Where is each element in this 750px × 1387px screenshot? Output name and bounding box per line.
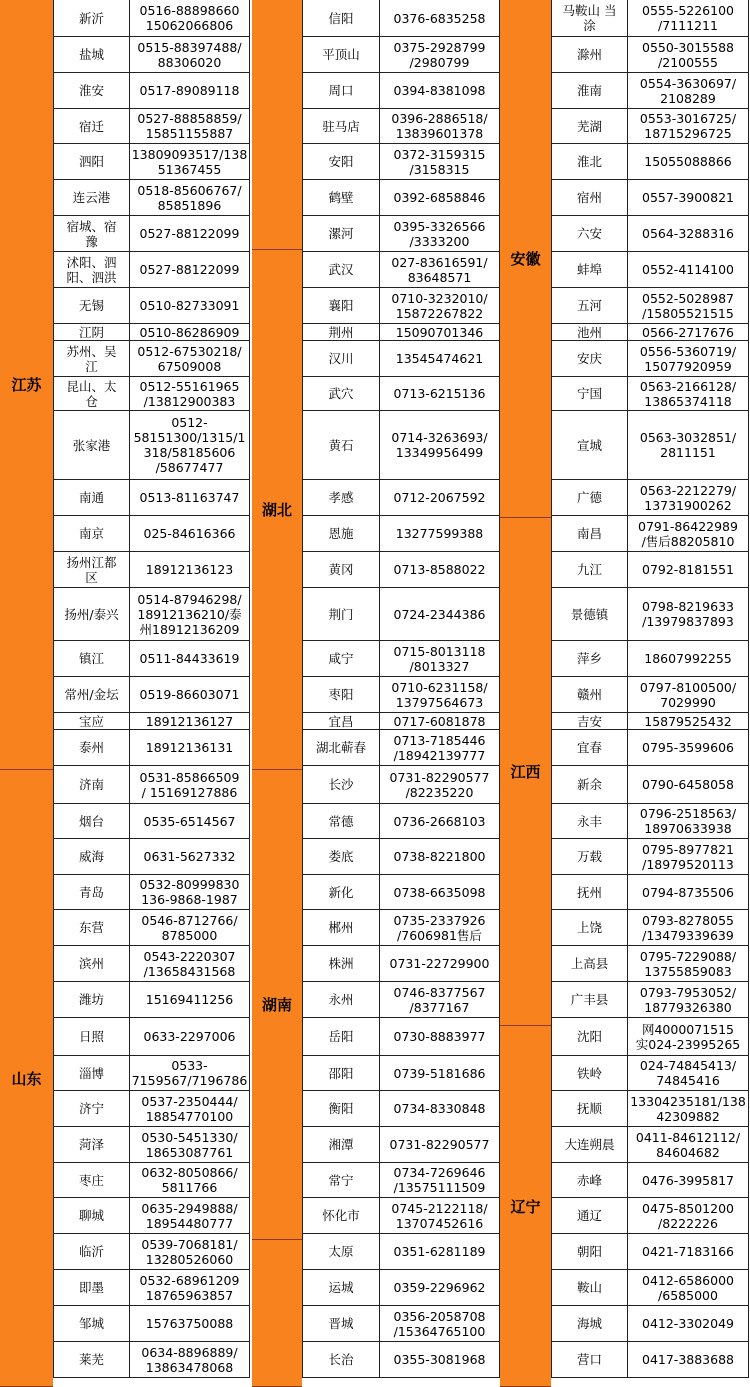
phone-cell: 0532-80999830 136-9868-1987 (130, 875, 250, 910)
city-cell: 赤峰 (551, 1163, 628, 1198)
city-cell: 恩施 (302, 516, 380, 552)
phone-cell: 0739-5181686 (380, 1056, 500, 1091)
city-cell: 邹城 (53, 1306, 130, 1342)
phone-cell: 0355-3081968 (380, 1342, 500, 1378)
city-cell: 枣阳 (302, 677, 380, 713)
city-cell: 沭阳、泗 阳、泗洪 (53, 252, 130, 288)
city-cell: 广德 (551, 480, 628, 516)
phone-cell: 0715-8013118 /8013327 (380, 641, 500, 677)
city-cell: 运城 (302, 1270, 380, 1306)
city-cell: 宿州 (551, 180, 628, 216)
phone-cell: 0731-82290577 (380, 1127, 500, 1163)
phone-cell: 0731-82290577 /82235220 (380, 766, 500, 804)
city-cell: 新沂 (53, 0, 130, 37)
phone-cell: 0563-3032851/ 2811151 (628, 411, 749, 480)
city-cell: 赣州 (551, 677, 628, 713)
phone-cell: 0555-5226100 /7111211 (628, 0, 749, 37)
city-cell: 咸宁 (302, 641, 380, 677)
phone-cell: 0734-7269646 /13575111509 (380, 1163, 500, 1198)
phone-cell: 0632-8050866/ 5811766 (130, 1163, 250, 1198)
city-cell: 黄石 (302, 411, 380, 480)
phone-cell: 18912136127 (130, 713, 250, 730)
phone-cell: 0738-8221800 (380, 839, 500, 875)
city-cell: 南京 (53, 516, 130, 552)
phone-cell: 024-74845413/ 74845416 (628, 1056, 749, 1091)
city-cell: 宜春 (551, 730, 628, 766)
province-label: 江苏 (0, 0, 53, 770)
city-cell: 昆山、太 仓 (53, 377, 130, 411)
province-label: 湖南 (252, 770, 302, 1240)
phone-cell: 0717-6081878 (380, 713, 500, 730)
city-cell: 永州 (302, 982, 380, 1018)
city-cell: 宿迁 (53, 109, 130, 144)
province-label (252, 1240, 302, 1387)
city-cell: 荆门 (302, 588, 380, 641)
phone-cell: 0710-6231158/ 13797564673 (380, 677, 500, 713)
city-cell: 济宁 (53, 1091, 130, 1127)
phone-cell: 0795-7229088/ 13755859083 (628, 946, 749, 982)
phone-cell: 18607992255 (628, 641, 749, 677)
city-cell: 六安 (551, 216, 628, 252)
province-label: 安徽 (500, 0, 551, 518)
phone-cell: 0532-68961209 18765963857 (130, 1270, 250, 1306)
phone-cell: 13545474621 (380, 341, 500, 377)
city-cell: 淄博 (53, 1056, 130, 1091)
city-cell: 常州/金坛 (53, 677, 130, 713)
city-cell: 常德 (302, 804, 380, 839)
phone-cell: 0537-2350444/ 18854770100 (130, 1091, 250, 1127)
city-cell: 滁州 (551, 37, 628, 73)
city-cell: 青岛 (53, 875, 130, 910)
city-cell: 广丰县 (551, 982, 628, 1018)
city-cell: 怀化市 (302, 1198, 380, 1234)
phone-cell: 0553-3016725/ 18715296725 (628, 109, 749, 144)
city-cell: 大连朔晨 (551, 1127, 628, 1163)
city-cell: 泰州 (53, 730, 130, 766)
city-cell: 潍坊 (53, 982, 130, 1018)
city-cell: 驻马店 (302, 109, 380, 144)
city-cell: 扬州/泰兴 (53, 588, 130, 641)
phone-cell: 18912136123 (130, 552, 250, 588)
province-label (252, 0, 302, 250)
city-cell: 宁国 (551, 377, 628, 411)
phone-cell: 0713-8588022 (380, 552, 500, 588)
phone-cell: 0514-87946298/ 18912136210/泰 州18912136209 (130, 588, 250, 641)
phone-cell: 0735-2337926 /7606981售后 (380, 910, 500, 946)
phone-cell: 0535-6514567 (130, 804, 250, 839)
city-cell: 芜湖 (551, 109, 628, 144)
phone-cell: 0563-2166128/ 13865374118 (628, 377, 749, 411)
city-cell: 湖北蕲春 (302, 730, 380, 766)
city-cell: 东营 (53, 910, 130, 946)
phone-cell: 027-83616591/ 83648571 (380, 252, 500, 288)
phone-cell: 0372-3159315 /3158315 (380, 144, 500, 180)
phone-cell: 0412-6586000 /6585000 (628, 1270, 749, 1306)
phone-cell: 0713-7185446 /18942139777 (380, 730, 500, 766)
phone-cell: 0543-2220307 /13658431568 (130, 946, 250, 982)
city-cell: 岳阳 (302, 1018, 380, 1056)
city-cell: 宣城 (551, 411, 628, 480)
city-cell: 莱芜 (53, 1342, 130, 1378)
phone-cell: 0796-2518563/ 18970633938 (628, 804, 749, 839)
phone-cell: 0634-8896889/ 13863478068 (130, 1342, 250, 1378)
phone-cell: 0714-3263693/ 13349956499 (380, 411, 500, 480)
city-cell: 太原 (302, 1234, 380, 1270)
city-cell: 枣庄 (53, 1163, 130, 1198)
phone-cell: 0395-3326566 /3333200 (380, 216, 500, 252)
phone-cell: 0736-2668103 (380, 804, 500, 839)
city-cell: 江阴 (53, 324, 130, 341)
city-cell: 邵阳 (302, 1056, 380, 1091)
city-cell: 南通 (53, 480, 130, 516)
city-cell: 吉安 (551, 713, 628, 730)
city-cell: 抚顺 (551, 1091, 628, 1127)
phone-cell: 0795-8977821 /18979520113 (628, 839, 749, 875)
phone-cell: 0557-3900821 (628, 180, 749, 216)
city-cell: 湘潭 (302, 1127, 380, 1163)
city-cell: 抚州 (551, 875, 628, 910)
phone-cell: 0527-88122099 (130, 216, 250, 252)
phone-cell: 0552-5028987 /15805521515 (628, 288, 749, 324)
phone-cell: 0351-6281189 (380, 1234, 500, 1270)
phone-cell: 0631-5627332 (130, 839, 250, 875)
city-cell: 安阳 (302, 144, 380, 180)
phone-cell: 0563-2212279/ 13731900262 (628, 480, 749, 516)
phone-cell: 0527-88122099 (130, 252, 250, 288)
city-cell: 常宁 (302, 1163, 380, 1198)
phone-cell: 0515-88397488/ 88306020 (130, 37, 250, 73)
city-cell: 宝应 (53, 713, 130, 730)
phone-cell: 0552-4114100 (628, 252, 749, 288)
city-cell: 新余 (551, 766, 628, 804)
phone-cell: 15055088866 (628, 144, 749, 180)
city-cell: 滨州 (53, 946, 130, 982)
phone-cell: 0375-2928799 /2980799 (380, 37, 500, 73)
phone-cell: 0376-6835258 (380, 0, 500, 37)
city-cell: 泗阳 (53, 144, 130, 180)
city-cell: 扬州江都 区 (53, 552, 130, 588)
phone-cell: 0539-7068181/ 13280526060 (130, 1234, 250, 1270)
phone-cell: 0475-8501200 /8222226 (628, 1198, 749, 1234)
phone-cell: 0713-6215136 (380, 377, 500, 411)
phone-cell: 15090701346 (380, 324, 500, 341)
city-cell: 娄底 (302, 839, 380, 875)
phone-cell: 0712-2067592 (380, 480, 500, 516)
city-cell: 营口 (551, 1342, 628, 1378)
phone-cell: 0513-81163747 (130, 480, 250, 516)
phone-cell: 0511-84433619 (130, 641, 250, 677)
city-cell: 萍乡 (551, 641, 628, 677)
city-cell: 周口 (302, 73, 380, 109)
phone-cell: 0512- 58151300/1315/1 318/58185606 /58677477 (130, 411, 250, 480)
city-cell: 济南 (53, 766, 130, 804)
phone-cell: 0791-86422989 /售后88205810 (628, 516, 749, 552)
city-cell: 朝阳 (551, 1234, 628, 1270)
city-cell: 鞍山 (551, 1270, 628, 1306)
phone-cell: 0724-2344386 (380, 588, 500, 641)
phone-cell: 0556-5360719/ 15077920959 (628, 341, 749, 377)
phone-cell: 0795-3599606 (628, 730, 749, 766)
city-cell: 盐城 (53, 37, 130, 73)
city-cell: 晋城 (302, 1306, 380, 1342)
city-cell: 万载 (551, 839, 628, 875)
city-cell: 铁岭 (551, 1056, 628, 1091)
city-cell: 长治 (302, 1342, 380, 1378)
phone-cell: 0392-6858846 (380, 180, 500, 216)
city-cell: 淮北 (551, 144, 628, 180)
phone-cell: 0746-8377567 /8377167 (380, 982, 500, 1018)
city-cell: 蚌埠 (551, 252, 628, 288)
phone-cell: 0531-85866509 / 15169127886 (130, 766, 250, 804)
phone-cell: 0790-6458058 (628, 766, 749, 804)
city-cell: 即墨 (53, 1270, 130, 1306)
city-cell: 菏泽 (53, 1127, 130, 1163)
province-label: 湖北 (252, 250, 302, 770)
phone-cell: 13277599388 (380, 516, 500, 552)
phone-cell: 0730-8883977 (380, 1018, 500, 1056)
phone-cell: 0546-8712766/ 8785000 (130, 910, 250, 946)
city-cell: 威海 (53, 839, 130, 875)
phone-cell: 0792-8181551 (628, 552, 749, 588)
phone-cell: 0738-6635098 (380, 875, 500, 910)
city-cell: 永丰 (551, 804, 628, 839)
phone-cell: 0510-82733091 (130, 288, 250, 324)
phone-cell: 0633-2297006 (130, 1018, 250, 1056)
city-cell: 苏州、吴 江 (53, 341, 130, 377)
city-cell: 无锡 (53, 288, 130, 324)
phone-cell: 0734-8330848 (380, 1091, 500, 1127)
phone-cell: 0476-3995817 (628, 1163, 749, 1198)
city-cell: 沈阳 (551, 1018, 628, 1056)
city-cell: 淮南 (551, 73, 628, 109)
city-cell: 武汉 (302, 252, 380, 288)
city-cell: 海城 (551, 1306, 628, 1342)
phone-cell: 0564-3288316 (628, 216, 749, 252)
phone-cell: 0512-55161965 /13812900383 (130, 377, 250, 411)
phone-cell: 0793-7953052/ 18779326380 (628, 982, 749, 1018)
phone-cell: 0530-5451330/ 18653087761 (130, 1127, 250, 1163)
city-cell: 淮安 (53, 73, 130, 109)
city-cell: 日照 (53, 1018, 130, 1056)
city-cell: 临沂 (53, 1234, 130, 1270)
phone-cell: 0635-2949888/ 18954480777 (130, 1198, 250, 1234)
phone-cell: 0745-2122118/ 13707452616 (380, 1198, 500, 1234)
city-cell: 黄冈 (302, 552, 380, 588)
phone-cell: 0417-3883688 (628, 1342, 749, 1378)
phone-cell: 025-84616366 (130, 516, 250, 552)
phone-cell: 0512-67530218/ 67509008 (130, 341, 250, 377)
province-label: 辽宁 (500, 1026, 551, 1387)
city-cell: 五河 (551, 288, 628, 324)
city-cell: 上饶 (551, 910, 628, 946)
phone-cell: 0421-7183166 (628, 1234, 749, 1270)
city-cell: 连云港 (53, 180, 130, 216)
city-cell: 通辽 (551, 1198, 628, 1234)
city-cell: 荆州 (302, 324, 380, 341)
city-cell: 汉川 (302, 341, 380, 377)
city-cell: 长沙 (302, 766, 380, 804)
phone-cell: 15879525432 (628, 713, 749, 730)
phone-cell: 0533- 7159567/7196786 (130, 1056, 250, 1091)
city-cell: 马鞍山 当 涂 (551, 0, 628, 37)
phone-cell: 13304235181/138 42309882 (628, 1091, 749, 1127)
phone-cell: 15763750088 (130, 1306, 250, 1342)
city-cell: 信阳 (302, 0, 380, 37)
city-cell: 安庆 (551, 341, 628, 377)
phone-cell: 0710-3232010/ 15872267822 (380, 288, 500, 324)
city-cell: 镇江 (53, 641, 130, 677)
city-cell: 鹤壁 (302, 180, 380, 216)
phone-cell: 0794-8735506 (628, 875, 749, 910)
city-cell: 聊城 (53, 1198, 130, 1234)
city-cell: 平顶山 (302, 37, 380, 73)
phone-cell: 0554-3630697/ 2108289 (628, 73, 749, 109)
city-cell: 池州 (551, 324, 628, 341)
phone-cell: 0731-22729900 (380, 946, 500, 982)
phone-cell: 0793-8278055 /13479339639 (628, 910, 749, 946)
province-label: 山东 (0, 770, 53, 1387)
phone-cell: 网4000071515 实024-23995265 (628, 1018, 749, 1056)
phone-cell: 0517-89089118 (130, 73, 250, 109)
city-cell: 上高县 (551, 946, 628, 982)
city-cell: 漯河 (302, 216, 380, 252)
phone-cell: 0527-88858859/ 15851155887 (130, 109, 250, 144)
phone-cell: 0566-2717676 (628, 324, 749, 341)
phone-cell: 0411-84612112/ 84604682 (628, 1127, 749, 1163)
city-cell: 郴州 (302, 910, 380, 946)
phone-cell: 13809093517/138 51367455 (130, 144, 250, 180)
phone-cell: 18912136131 (130, 730, 250, 766)
city-cell: 宿城、宿 豫 (53, 216, 130, 252)
city-cell: 景德镇 (551, 588, 628, 641)
phone-cell: 0356-2058708 /15364765100 (380, 1306, 500, 1342)
phone-cell: 0519-86603071 (130, 677, 250, 713)
phone-cell: 15169411256 (130, 982, 250, 1018)
phone-cell: 0550-3015588 /2100555 (628, 37, 749, 73)
city-cell: 张家港 (53, 411, 130, 480)
city-cell: 株洲 (302, 946, 380, 982)
phone-cell: 0396-2886518/ 13839601378 (380, 109, 500, 144)
phone-cell: 0518-85606767/ 85851896 (130, 180, 250, 216)
phone-cell: 0394-8381098 (380, 73, 500, 109)
city-cell: 九江 (551, 552, 628, 588)
city-cell: 孝感 (302, 480, 380, 516)
phone-cell: 0412-3302049 (628, 1306, 749, 1342)
city-cell: 襄阳 (302, 288, 380, 324)
city-cell: 南昌 (551, 516, 628, 552)
phone-cell: 0798-8219633 /13979837893 (628, 588, 749, 641)
province-label: 江西 (500, 518, 551, 1026)
phone-cell: 0797-8100500/ 7029990 (628, 677, 749, 713)
city-cell: 宜昌 (302, 713, 380, 730)
city-cell: 衡阳 (302, 1091, 380, 1127)
phone-cell: 0359-2296962 (380, 1270, 500, 1306)
city-cell: 武穴 (302, 377, 380, 411)
city-cell: 新化 (302, 875, 380, 910)
city-cell: 烟台 (53, 804, 130, 839)
phone-cell: 0510-86286909 (130, 324, 250, 341)
phone-cell: 0516-88898660 15062066806 (130, 0, 250, 37)
